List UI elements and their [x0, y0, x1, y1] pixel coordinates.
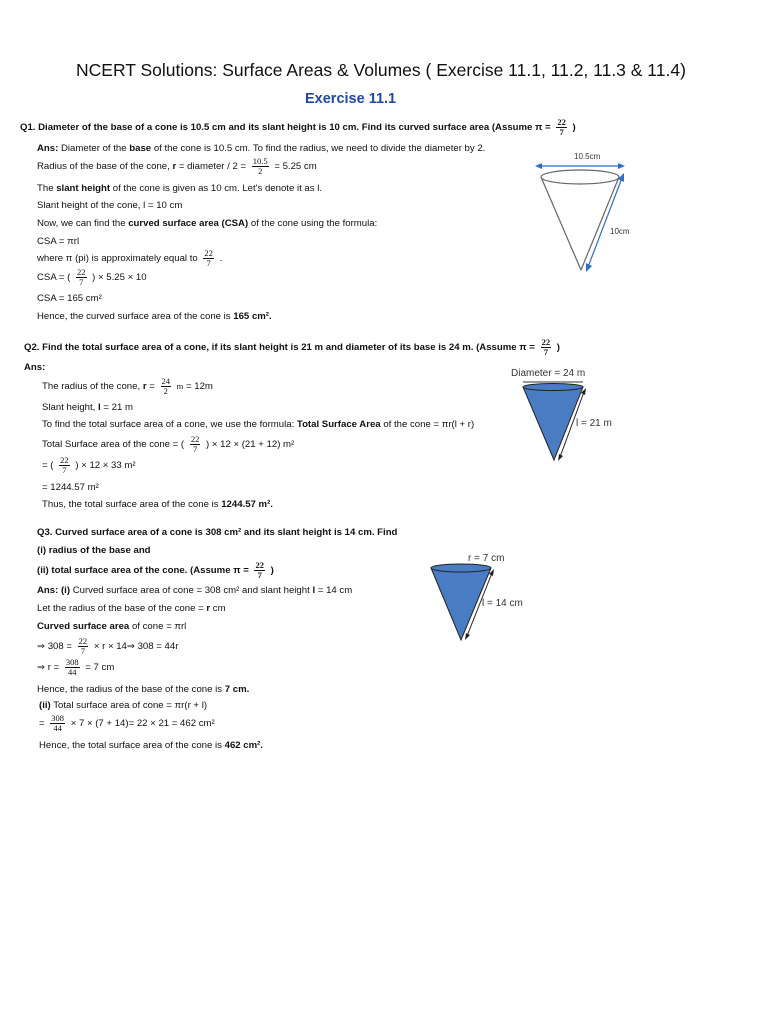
q1-line-10: Hence, the curved surface area of the cone is 165 cm². — [37, 311, 272, 322]
q3-line-3: Curved surface area of cone = πrl — [37, 621, 187, 632]
q1-line-9: CSA = 165 cm² — [37, 293, 102, 304]
q2-line-3: To find the total surface area of a cone, we use the formula: Total Surface Area of the cone = πr(l + r) — [42, 419, 475, 430]
arrow-head-right — [618, 163, 625, 169]
pi-fraction: $\frac{22}{7}$ — [60, 455, 69, 475]
arrow-head-bottom — [558, 454, 563, 461]
q3-line-7: (ii) Total surface area of cone = πr(r + l) — [39, 700, 208, 711]
pi-fraction: $\frac{22}{7}$ — [77, 267, 86, 287]
cone-right-edge — [581, 177, 619, 270]
q1-line-1: Ans: Diameter of the base of the cone is 10.5 cm. To find the radius, we need to divide the diameter by 2. — [37, 143, 486, 154]
q1-line-6: CSA = πrl — [37, 236, 80, 247]
q3-line-6: Hence, the radius of the base of the cone is 7 cm. — [37, 684, 250, 695]
q1-line-5: Now, we can find the curved surface area (CSA) of the cone using the formula: — [37, 218, 378, 229]
pi-fraction: $\frac{22}{7}$ — [557, 117, 566, 137]
cone-base-ellipse — [523, 384, 583, 391]
slant-arrow — [588, 178, 622, 267]
q3-question-line-3: (ii) total surface area of the cone. (Assume π = $\frac{22}{7}$ ) — [37, 560, 274, 580]
q1-line-8: CSA = ( $\frac{22}{7}$ ) × 5.25 × 10 — [37, 267, 147, 287]
pi-fraction: $\frac{22}{7}$ — [255, 560, 264, 580]
q3-line-9: Hence, the total surface area of the cone is 462 cm². — [39, 740, 264, 751]
q3-question-line-2: (i) radius of the base and — [37, 545, 151, 556]
q3-line-8: = $\frac{308}{44}$ × 7 × (7 + 14)= 22 × 21 = 462 cm² — [39, 713, 215, 733]
radius-fraction: $\frac{10.5}{2}$ — [252, 156, 268, 176]
q2-question: Q2. Find the total surface area of a cone, if its slant height is 21 m and diameter of its base is 24 m. (Assume π = $\frac{22}{7}$ ) — [24, 337, 560, 357]
q2-line-4: Total Surface area of the cone = ( $\frac{22}{7}$ ) × 12 × (21 + 12) m² — [42, 434, 295, 454]
tsa-fraction: $\frac{308}{44}$ — [51, 713, 65, 733]
q2-line-2: Slant height, l = 21 m — [42, 402, 133, 413]
q3-cone-figure — [420, 550, 540, 645]
q1-fig-side-label: 10cm — [610, 227, 630, 236]
q2-fig-side-label: l = 21 m — [576, 418, 612, 429]
exercise-heading: Exercise 11.1 — [305, 91, 397, 107]
cone-body — [523, 387, 583, 460]
q1-question: Q1. Diameter of the base of a cone is 10.5 cm and its slant height is 10 cm. Find its curved surface area (Assume π = $\frac{22}{7}$ ) — [20, 117, 576, 137]
q2-ans-label: Ans: — [24, 362, 46, 373]
cone-base-ellipse — [541, 170, 619, 184]
q2-line-1: The radius of the cone, r = $\frac{24}{2}$ m = 12m — [42, 376, 213, 396]
radius-fraction: $\frac{308}{44}$ — [65, 657, 79, 677]
q1-cone-figure — [530, 145, 640, 275]
q3-fig-side-label: l = 14 cm — [482, 598, 523, 609]
pi-fraction: $\frac{22}{7}$ — [204, 248, 213, 268]
pi-fraction: $\frac{22}{7}$ — [541, 337, 551, 357]
q1-fig-top-label: 10.5cm — [574, 152, 601, 161]
cone-base-ellipse — [431, 564, 491, 572]
q2-fig-top-label: Diameter = 24 m — [511, 368, 586, 379]
q2-line-6: = 1244.57 m² — [42, 482, 99, 493]
arrow-head-bottom — [465, 633, 470, 640]
q1-line-4: Slant height of the cone, l = 10 cm — [37, 200, 183, 211]
q2-line-7: Thus, the total surface area of the cone is 1244.57 m². — [42, 499, 273, 510]
q3-question-line-1: Q3. Curved surface area of a cone is 308 cm² and its slant height is 14 cm. Find — [37, 527, 398, 538]
q3-line-5: ⇒ r = $\frac{308}{44}$ = 7 cm — [37, 657, 115, 677]
q1-line-3: The slant height of the cone is given as 10 cm. Let's denote it as l. — [37, 183, 323, 194]
q1-line-2: Radius of the base of the cone, r = diameter / 2 = $\frac{10.5}{2}$ = 5.25 cm — [37, 156, 317, 176]
q3-line-1: Ans: (i) Curved surface area of cone = 308 cm² and slant height l = 14 cm — [37, 585, 353, 596]
radius-fraction: $\frac{24}{2}$ — [161, 376, 170, 396]
q3-fig-top-label: r = 7 cm — [468, 553, 505, 564]
q3-line-4: ⇒ 308 = $\frac{22}{7}$ × r × 14⇒ 308 = 44r — [37, 636, 179, 656]
pi-fraction: $\frac{22}{7}$ — [190, 434, 200, 454]
cone-left-edge — [541, 177, 581, 270]
pi-fraction: $\frac{22}{7}$ — [78, 636, 88, 656]
page-title: NCERT Solutions: Surface Areas & Volumes ( Exercise 11.1, 11.2, 11.3 & 11.4) — [76, 60, 686, 80]
q2-line-5: = ( $\frac{22}{7}$ ) × 12 × 33 m² — [42, 455, 136, 475]
arrow-head-left — [535, 163, 542, 169]
q1-line-7: where π (pi) is approximately equal to $\frac{22}{7}$ . — [37, 248, 223, 268]
q2-cone-figure — [505, 362, 630, 465]
q3-line-2: Let the radius of the base of the cone = r cm — [37, 603, 226, 614]
